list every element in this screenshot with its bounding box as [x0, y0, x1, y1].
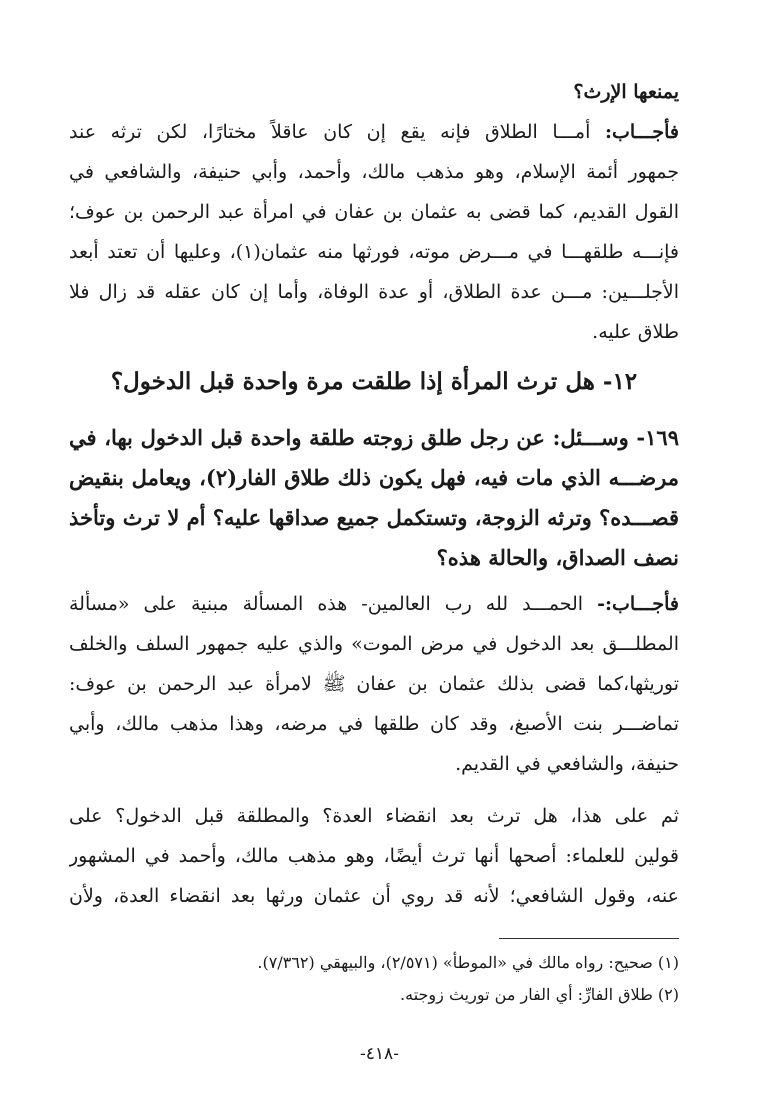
answer-2-label: فأجـــاب:- — [597, 593, 679, 615]
answer-label: فأجـــاب: — [604, 121, 679, 143]
answer-1-line-1 — [69, 112, 679, 152]
answer-1-line-3: القول القديم، كما قضى به عثمان بن عفان في امرأة عبد الرحمن بن عوف؛ — [69, 201, 679, 223]
paragraph-3-line-3: عنه، وقول الشافعي؛ لأنه قد روي أن عثمان ورثها بعد انقضاء العدة، ولأن — [69, 885, 679, 907]
question-line-3: قصـــده؟ وترثه الزوجة، وتستكمل جميع صداقها عليه؟ أم لا ترث وتأخذ — [69, 505, 679, 530]
question-line-2: مرضـــه الذي مات فيه، فهل يكون ذلك طلاق الفار(٢)، ويعامل بنقيض — [69, 465, 679, 490]
answer-2-line-5: حنيفة، والشافعي في القديم. — [455, 753, 679, 775]
answer-1-line-4: فإنـــه طلقهـــا في مـــرض موته، فورثها منه عثمان(١)، وعليها أن تعتد أبعد — [69, 241, 679, 263]
footnote-divider — [499, 938, 679, 939]
paragraph-3-line-2: قولين للعلماء: أصحها أنها ترث أيضًا، وهو مذهب مالك، وأحمد في المشهور — [69, 845, 679, 867]
answer-1-text-1: أمـــا الطلاق فإنه يقع إن كان عاقلاً مختارًا، لكن ترثه عند — [69, 121, 591, 143]
answer-2-line-2: المطلـــق بعد الدخول في مرض الموت» والذي عليه جمهور السلف والخلف — [69, 633, 679, 655]
answer-1-line-5: الأجلـــين: مـــن عدة الطلاق، أو عدة الوفاة، وأما إن كان عقله قد زال فلا — [69, 281, 679, 303]
answer-2-line-4: تماضـــر بنت الأصبغ، وقد كان طلقها في مرضه، وهذا مذهب مالك، وأبي — [69, 713, 679, 735]
paragraph-3-line-1: ثم على هذا، هل ترث بعد انقضاء العدة؟ والمطلقة قبل الدخول؟ على — [69, 805, 679, 827]
question-line-4: نصف الصداق، والحالة هذه؟ — [436, 545, 679, 570]
answer-2-line-1 — [69, 584, 679, 624]
page-number: -٤١٨- — [360, 1044, 399, 1064]
section-heading: ١٢- هل ترث المرأة إذا طلقت مرة واحدة قبل الدخول؟ — [110, 368, 638, 395]
continuation-line: يمنعها الإرث؟ — [573, 81, 679, 103]
answer-2-text-1: الحمـــد لله رب العالمين- هذه المسألة مبنية على «مسألة — [69, 593, 584, 615]
answer-2-line-3: توريثها،كما قضى بذلك عثمان بن عفان ﷺ لامرأة عبد الرحمن بن عوف: — [69, 673, 679, 695]
footnote-2: (٢) طلاق الفارِّ: أي الفار من توريث زوجته. — [400, 985, 679, 1004]
answer-1-line-2: جمهور أئمة الإسلام، وهو مذهب مالك، وأحمد، وأبي حنيفة، والشافعي في — [69, 161, 679, 183]
footnote-1: (١) صحيح: رواه مالك في «الموطأ» (٢/٥٧١)، والبيهقي (٧/٣٦٢). — [257, 953, 679, 972]
answer-1-line-6: طلاق عليه. — [592, 321, 679, 343]
question-line-1: ١٦٩- وســـئل: عن رجل طلق زوجته طلقة واحدة قبل الدخول بها، في — [69, 425, 679, 450]
